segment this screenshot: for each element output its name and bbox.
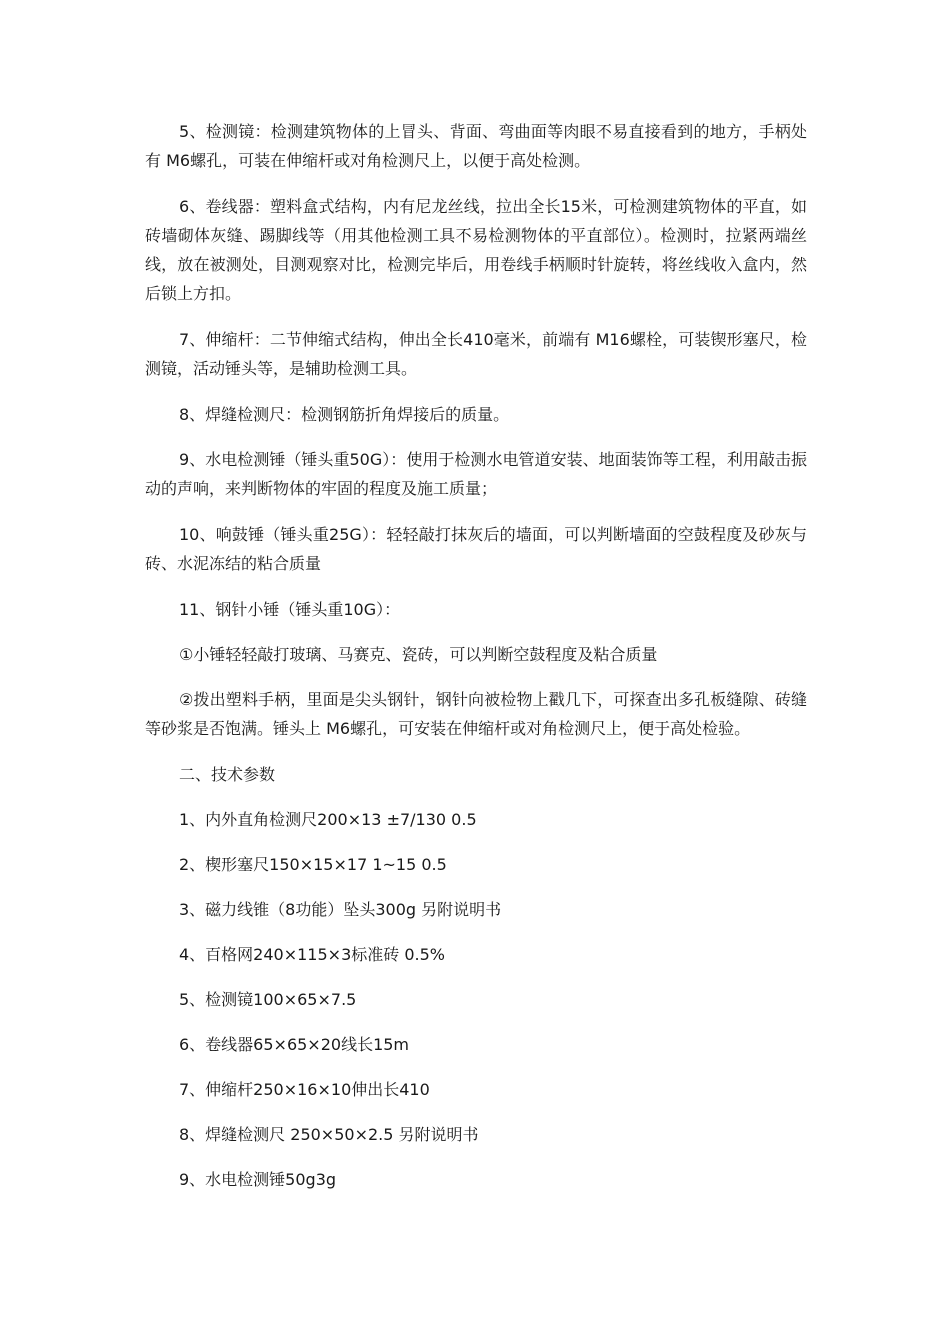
param-item-7: 7、伸缩杆250×16×10伸出长410: [179, 1080, 430, 1099]
section-heading-tech-params: 二、技术参数: [179, 765, 276, 784]
paragraph-line-reel: 6、卷线器：塑料盒式结构，内有尼龙丝线，拉出全长15米，可检测建筑物体的平直，如砖墙砌体灰缝、踢脚线等（用其他检测工具不易检测物体的平直部位）。检测时，拉紧两端丝线，放在被测处，目测观察对比，检测完毕后，用卷线手柄顺时针旋转，将丝线收入盒内，然后锁上方扣。: [145, 197, 807, 303]
paragraph-plumbing-hammer: 9、水电检测锤（锤头重50G）：使用于检测水电管道安装、地面装饰等工程，利用敲击振动的声响，来判断物体的牢固的程度及施工质量；: [145, 450, 807, 498]
param-item-5: 5、检测镜100×65×7.5: [179, 990, 357, 1009]
paragraph-inspection-mirror: 5、检测镜：检测建筑物体的上冒头、背面、弯曲面等肉眼不易直接看到的地方，手柄处有 M6螺孔，可装在伸缩杆或对角检测尺上，以便于高处检测。: [145, 122, 807, 170]
param-item-8: 8、焊缝检测尺 250×50×2.5 另附说明书: [179, 1125, 479, 1144]
param-item-4: 4、百格网240×115×3标准砖 0.5%: [179, 945, 445, 964]
param-item-9: 9、水电检测锤50g3g: [179, 1170, 337, 1189]
param-item-6: 6、卷线器65×65×20线长15m: [179, 1035, 410, 1054]
paragraph-telescopic-rod: 7、伸缩杆：二节伸缩式结构，伸出全长410毫米，前端有 M16螺栓，可装锲形塞尺，检测镜，活动锤头等，是辅助检测工具。: [145, 330, 807, 378]
paragraph-weld-gauge: 8、焊缝检测尺：检测钢筋折角焊接后的质量。: [179, 405, 510, 424]
paragraph-needle-hammer-point-2: ②拨出塑料手柄，里面是尖头钢针，钢针向被检物上戳几下，可探查出多孔板缝隙、砖缝等砂浆是否饱满。锤头上 M6螺孔，可安装在伸缩杆或对角检测尺上，便于高处检验。: [145, 690, 807, 738]
document-page: [145, 117, 807, 1210]
paragraph-needle-hammer: 11、钢针小锤（锤头重10G）：: [179, 600, 401, 619]
paragraph-drum-hammer: 10、响鼓锤（锤头重25G）：轻轻敲打抹灰后的墙面，可以判断墙面的空鼓程度及砂灰与砖、水泥冻结的粘合质量: [145, 525, 807, 573]
param-item-2: 2、楔形塞尺150×15×17 1~15 0.5: [179, 855, 447, 874]
param-item-3: 3、磁力线锥（8功能）坠头300g 另附说明书: [179, 900, 502, 919]
paragraph-needle-hammer-point-1: ①小锤轻轻敲打玻璃、马赛克、瓷砖，可以判断空鼓程度及粘合质量: [179, 645, 658, 664]
param-item-1: 1、内外直角检测尺200×13 ±7/130 0.5: [179, 810, 477, 829]
